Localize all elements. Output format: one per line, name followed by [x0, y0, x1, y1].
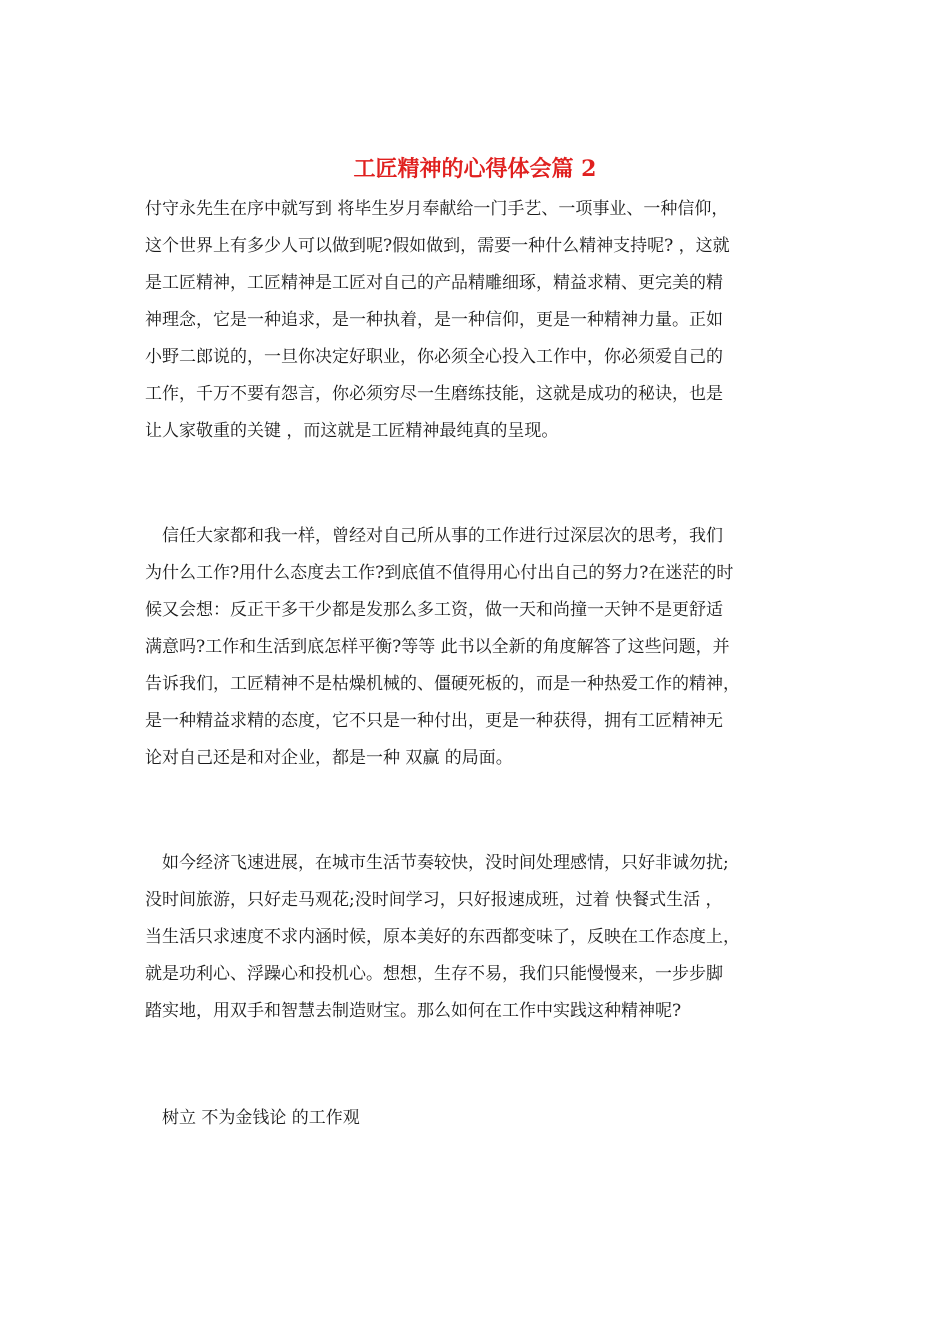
- paragraph-line: 工作，千万不要有怨言，你必须穷尽一生磨练技能，这就是成功的秘诀，也是: [145, 384, 723, 404]
- paragraph-line: 踏实地，用双手和智慧去制造财宝。那么如何在工作中实践这种精神呢?: [145, 1001, 682, 1021]
- paragraph-line: 让人家敬重的关键 ，而这就是工匠精神最纯真的呈现。: [145, 421, 559, 441]
- paragraph-line: 当生活只求速度不求内涵时候，原本美好的东西都变味了，反映在工作态度上，: [145, 927, 740, 947]
- paragraph-line: 这个世界上有多少人可以做到呢?假如做到，需要一种什么精神支持呢? ，这就: [145, 236, 730, 256]
- paragraph-line: 信任大家都和我一样，曾经对自己所从事的工作进行过深层次的思考，我们: [145, 526, 723, 546]
- paragraph-1: [145, 191, 813, 450]
- paragraph-line: 为什么工作?用什么态度去工作?到底值不值得用心付出自己的努力?在迷茫的时: [145, 563, 734, 583]
- paragraph-line: 满意吗?工作和生活到底怎样平衡?等等 此书以全新的角度解答了这些问题，并: [145, 637, 730, 657]
- paragraph-line: 论对自己还是和对企业，都是一种 双赢 的局面。: [145, 748, 513, 768]
- paragraph-line: 没时间旅游，只好走马观花;没时间学习，只好报速成班，过着 快餐式生活 ，: [145, 890, 723, 910]
- paragraph-line: 小野二郎说的，一旦你决定好职业，你必须全心投入工作中，你必须爱自己的: [145, 347, 723, 367]
- paragraph-line: 就是功利心、浮躁心和投机心。想想，生存不易，我们只能慢慢来，一步步脚: [145, 964, 723, 984]
- paragraph-line: 候又会想：反正干多干少都是发那么多工资，做一天和尚撞一天钟不是更舒适: [145, 600, 723, 620]
- paragraph-line: 树立 不为金钱论 的工作观: [145, 1108, 360, 1128]
- paragraph-line: 神理念，它是一种追求，是一种执着，是一种信仰，更是一种精神力量。正如: [145, 310, 723, 330]
- paragraph-4: [145, 1100, 813, 1137]
- paragraph-2: [145, 518, 813, 777]
- paragraph-line: 如今经济飞速进展，在城市生活节奏较快，没时间处理感情，只好非诚勿扰;: [145, 853, 729, 873]
- paragraph-3: [145, 845, 813, 1030]
- paragraph-line: 付守永先生在序中就写到 将毕生岁月奉献给一门手艺、一项事业、一种信仰，: [145, 199, 729, 219]
- paragraph-line: 是工匠精神，工匠精神是工匠对自己的产品精雕细琢，精益求精、更完美的精: [145, 273, 723, 293]
- paragraph-line: 是一种精益求精的态度，它不只是一种付出，更是一种获得，拥有工匠精神无: [145, 711, 723, 731]
- paragraph-line: 告诉我们，工匠精神不是枯燥机械的、僵硬死板的，而是一种热爱工作的精神，: [145, 674, 740, 694]
- document-title: 工匠精神的心得体会篇 2: [353, 156, 597, 182]
